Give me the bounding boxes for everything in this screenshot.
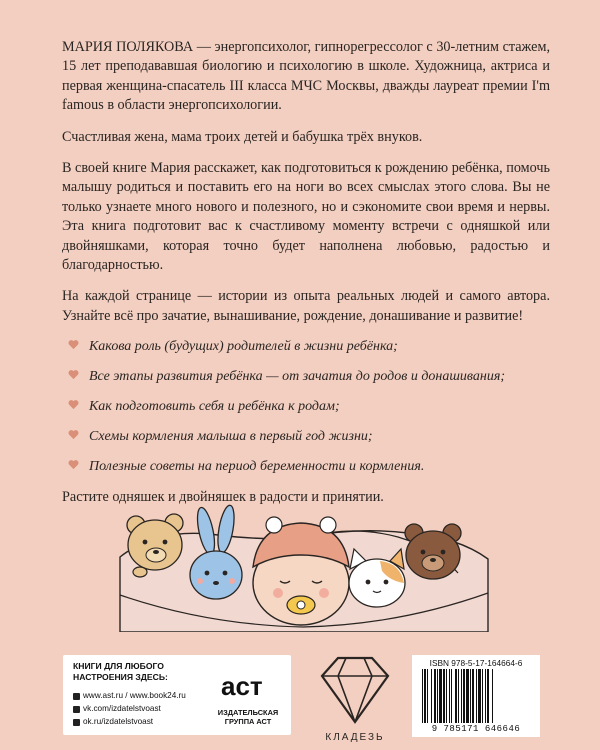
ean-digits: 9 785171 646646 — [431, 724, 521, 734]
kladez-name: КЛАДЕЗЬ — [325, 732, 385, 743]
barcode — [420, 669, 532, 723]
barcode-bar — [487, 669, 489, 723]
barcode-bar — [461, 669, 462, 723]
publisher-info-box — [63, 655, 291, 735]
barcode-bar — [476, 669, 477, 723]
feature-text: Как подготовить себя и ребёнка к родам; — [89, 399, 340, 415]
closing-line: Растите одняшек и двойняшек в радости и принятии. — [62, 489, 384, 506]
ok-icon — [73, 719, 80, 726]
barcode-bar — [443, 669, 445, 723]
feature-list — [62, 338, 550, 476]
feature-text: Схемы кормления малыша в первый год жизни; — [89, 429, 373, 445]
vk-icon — [73, 706, 80, 713]
barcode-bar — [437, 669, 438, 723]
barcode-bar — [422, 669, 423, 723]
book-promise: На каждой странице — истории из опыта реальных людей и самого автора. Узнайте всё про зачатие, вынашивание, рождение, донашивание и развитие! — [62, 288, 550, 324]
ast-publisher-logo — [213, 663, 283, 729]
feature-item — [62, 338, 550, 356]
barcode-bar — [424, 669, 426, 723]
barcode-bar — [449, 669, 450, 723]
heart-icon — [68, 399, 79, 410]
book-description: В своей книге Мария расскажет, как подготовиться к рождению ребёнка, помочь малышу родиться и поставить его на ноги во всех смыслах этого слова. Вы не только узнаете много нового и полезного, но и сэкономите свои время и нервы. Эта книга подготовит вас к счастливому моменту встречи с одняшкой или двойняшками, которая точно будет наполнена любовью, радостью и благодарностью. — [62, 160, 550, 274]
feature-text: Все этапы развития ребёнка — от зачатия до родов и донашивания; — [89, 369, 506, 385]
feature-item — [62, 458, 550, 476]
annotation-text — [62, 38, 550, 520]
barcode-bar — [439, 669, 442, 723]
author-bio — [62, 38, 550, 116]
barcode-bar — [463, 669, 465, 723]
link-sites[interactable] — [73, 691, 186, 701]
ast-line2: ГРУППА АСТ — [224, 717, 272, 726]
globe-icon — [73, 693, 80, 700]
barcode-bar — [455, 669, 457, 723]
link-vk[interactable] — [73, 704, 161, 714]
heart-icon — [68, 429, 79, 440]
barcode-bar — [451, 669, 452, 723]
author-name: МАРИЯ ПОЛЯКОВА — [62, 39, 194, 55]
heart-icon — [68, 339, 79, 350]
barcode-box — [412, 655, 540, 737]
barcode-bar — [492, 669, 493, 723]
feature-text: Какова роль (будущих) родителей в жизни ребёнка; — [89, 339, 398, 355]
barcode-bar — [485, 669, 486, 723]
feature-item — [62, 368, 550, 386]
link-ok[interactable] — [73, 717, 153, 727]
ast-line1: ИЗДАТЕЛЬСКАЯ — [217, 708, 279, 717]
barcode-bar — [470, 669, 471, 723]
link-vk-text: vk.com/izdatelstvoast — [83, 704, 161, 713]
heart-icon — [68, 369, 79, 380]
baby-illustration — [118, 497, 490, 632]
isbn-number: ISBN 978-5-17-164664-6 — [429, 658, 523, 668]
author-family: Счастливая жена, мама троих детей и бабушка трёх внуков. — [62, 128, 423, 145]
barcode-bar — [427, 669, 428, 723]
link-ok-text: ok.ru/izdatelstvoast — [83, 717, 154, 726]
info-heading: КНИГИ ДЛЯ ЛЮБОГО НАСТРОЕНИЯ ЗДЕСЬ: — [73, 661, 168, 682]
barcode-bar — [478, 669, 481, 723]
barcode-bar — [482, 669, 483, 723]
feature-text: Полезные советы на период беременности и кормления. — [89, 459, 425, 475]
barcode-bar — [472, 669, 474, 723]
link-sites-text: www.ast.ru / www.book24.ru — [83, 691, 186, 700]
barcode-bar — [466, 669, 469, 723]
feature-item — [62, 398, 550, 416]
teddy-bear-right — [405, 524, 461, 579]
barcode-bar — [458, 669, 459, 723]
feature-item — [62, 428, 550, 446]
kladez-logo — [316, 652, 394, 744]
author-bio-text: — энергопсихолог, гипнорегрессолог с 30-летним стажем, 15 лет преподававшая биологию и психологию в школе. Художница, актриса и первая женщина-спасатель III класса МЧС Москвы, дважды лауреат премии I'm famous в области энергопсихологии. — [62, 39, 550, 114]
barcode-bar — [434, 669, 436, 723]
barcode-bar — [446, 669, 447, 723]
ast-mark: аст — [221, 671, 263, 701]
heart-icon — [68, 459, 79, 470]
barcode-bar — [431, 669, 432, 723]
